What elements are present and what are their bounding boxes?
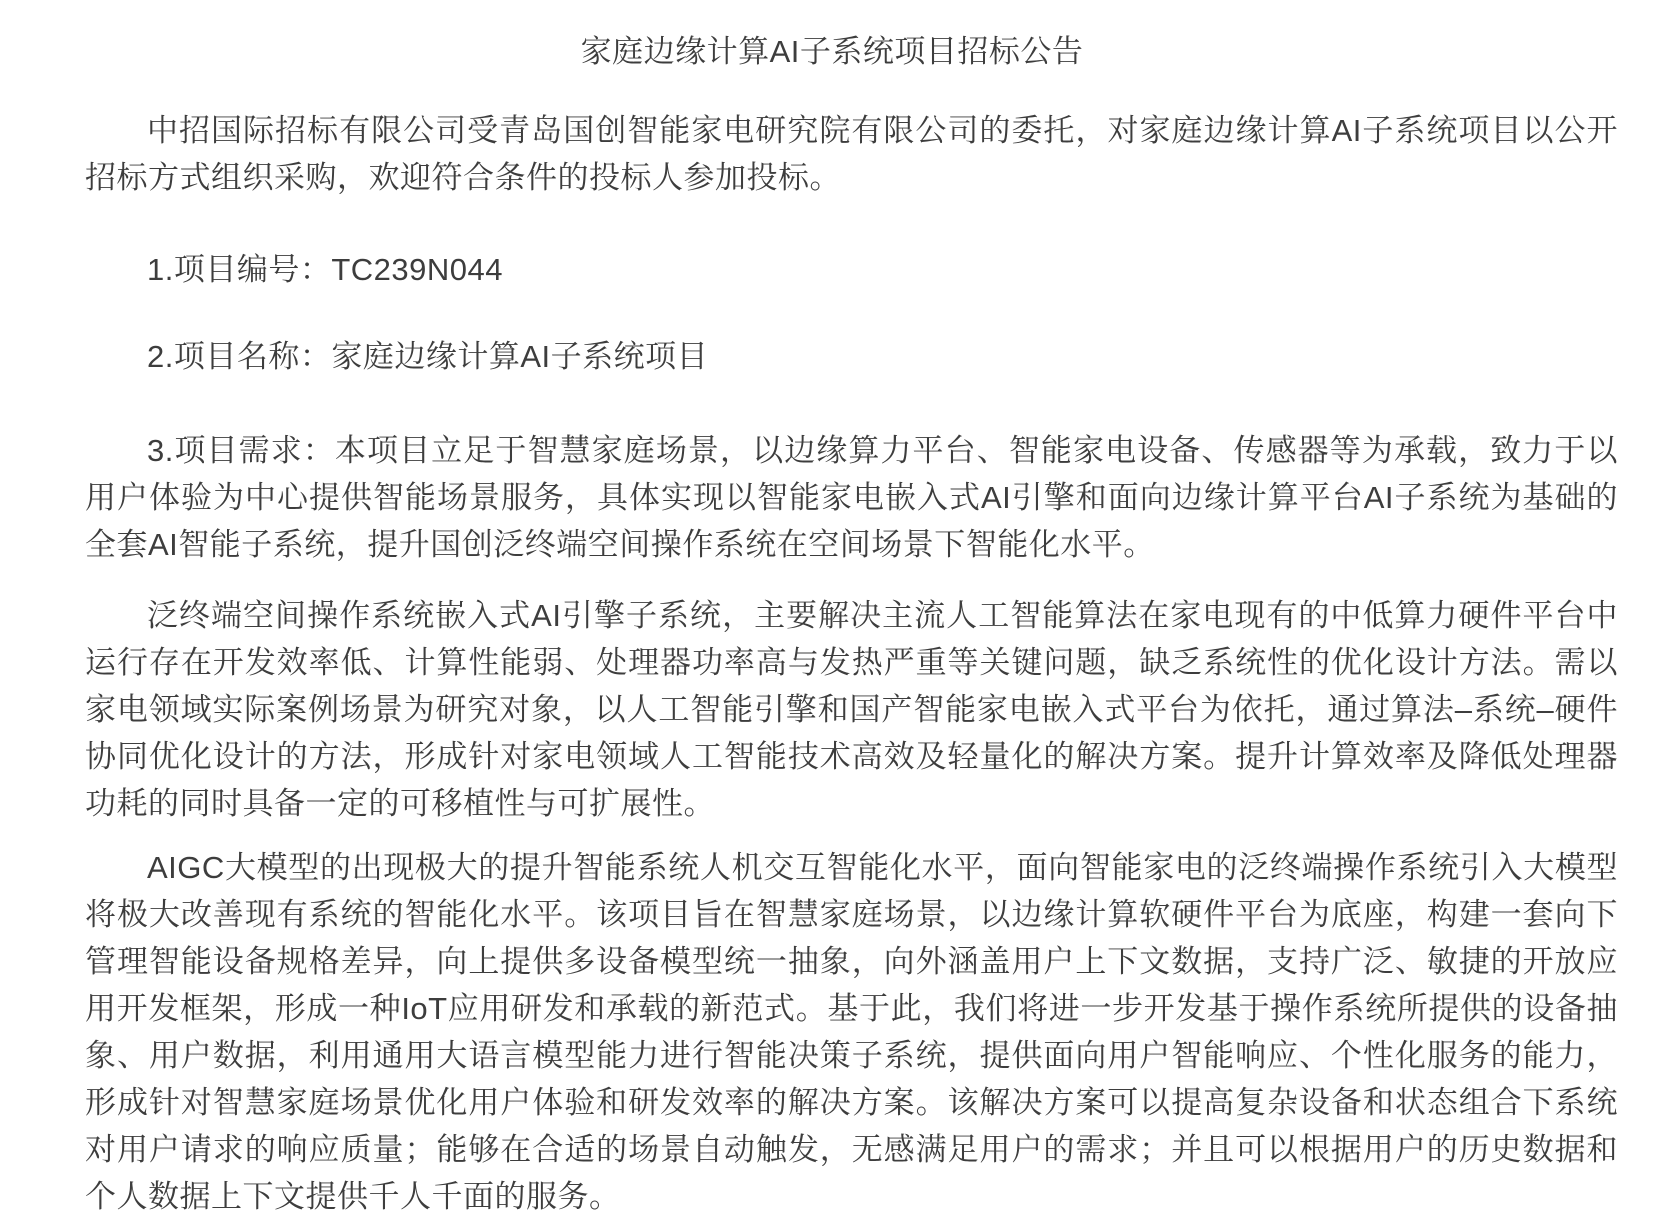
embedded-engine-paragraph: 泛终端空间操作系统嵌入式AI引擎子系统，主要解决主流人工智能算法在家电现有的中低算力硬件平台中运行存在开发效率低、计算性能弱、处理器功率高与发热严重等关键问题，缺乏系统性的优化设计方法。需以家电领域实际案例场景为研究对象，以人工智能引擎和国产智能家电嵌入式平台为依托，通过算法–系统–硬件协同优化设计的方法，形成针对家电领域人工智能技术高效及轻量化的解决方案。提升计算效率及降低处理器功耗的同时具备一定的可移植性与可扩展性。 <box>85 598 1618 821</box>
project-number-line: 1.项目编号：TC239N044 <box>147 252 504 287</box>
project-requirements-paragraph: 3.项目需求：本项目立足于智慧家庭场景，以边缘算力平台、智能家电设备、传感器等为承载，致力于以用户体验为中心提供智能场景服务，具体实现以智能家电嵌入式AI引擎和面向边缘计算平台AI子系统为基础的全套AI智能子系统，提升国创泛终端空间操作系统在空间场景下智能化水平。 <box>85 433 1618 562</box>
document-title: 家庭边缘计算AI子系统项目招标公告 <box>580 34 1084 69</box>
project-name-line: 2.项目名称：家庭边缘计算AI子系统项目 <box>147 339 709 374</box>
aigc-paragraph: AIGC大模型的出现极大的提升智能系统人机交互智能化水平，面向智能家电的泛终端操作系统引入大模型将极大改善现有系统的智能化水平。该项目旨在智慧家庭场景，以边缘计算软硬件平台为底座，构建一套向下管理智能设备规格差异，向上提供多设备模型统一抽象，向外涵盖用户上下文数据，支持广泛、敏捷的开放应用开发框架，形成一种IoT应用研发和承载的新范式。基于此，我们将进一步开发基于操作系统所提供的设备抽象、用户数据，利用通用大语言模型能力进行智能决策子系统，提供面向用户智能响应、个性化服务的能力，形成针对智慧家庭场景优化用户体验和研发效率的解决方案。该解决方案可以提高复杂设备和状态组合下系统对用户请求的响应质量；能够在合适的场景自动触发，无感满足用户的需求；并且可以根据用户的历史数据和个人数据上下文提供千人千面的服务。 <box>85 850 1618 1214</box>
intro-paragraph: 中招国际招标有限公司受青岛国创智能家电研究院有限公司的委托，对家庭边缘计算AI子系统项目以公开招标方式组织采购，欢迎符合条件的投标人参加投标。 <box>85 113 1618 195</box>
